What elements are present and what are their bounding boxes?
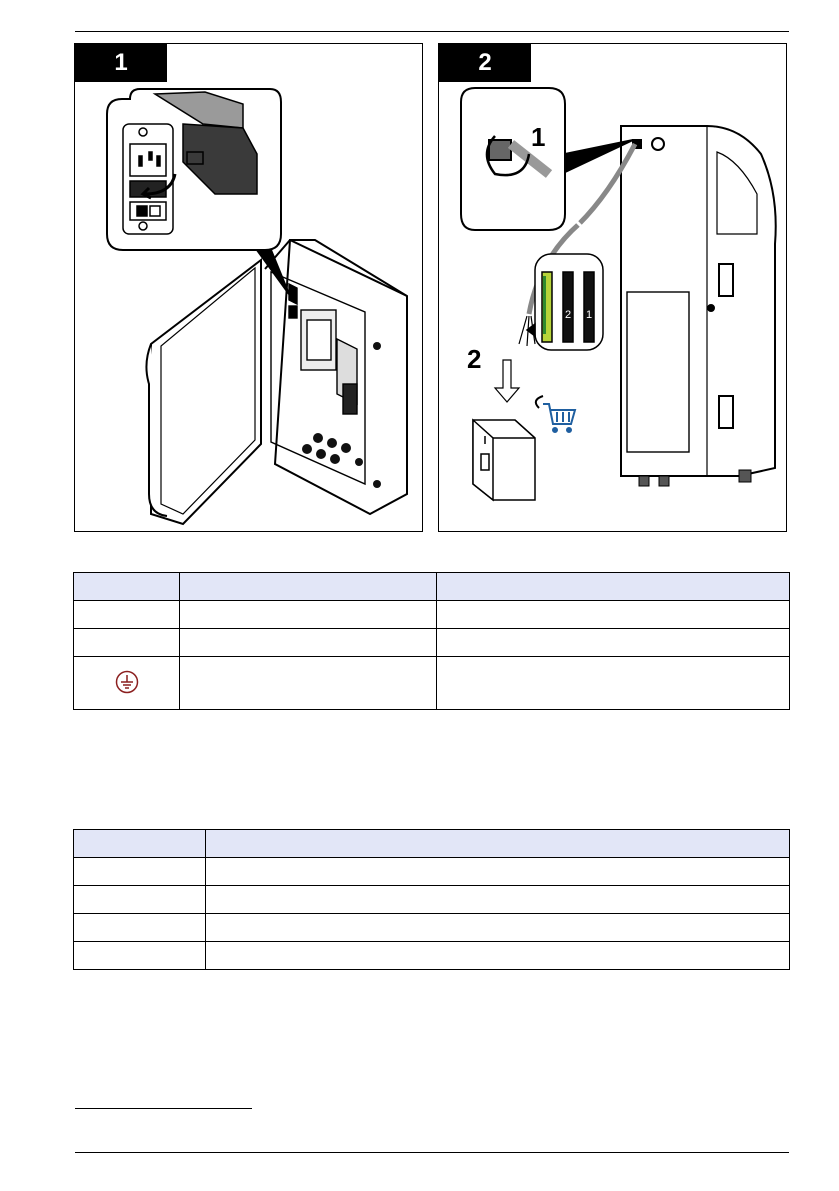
power-inlet-plate [123, 124, 173, 234]
table-cell [74, 657, 180, 710]
table-header-row [74, 573, 790, 601]
panel-number-tab: 1 [75, 44, 167, 82]
disconnect-switch [473, 420, 535, 500]
protective-earth-ground-icon [115, 670, 139, 694]
enclosure-door [146, 260, 261, 524]
table-header-cell [74, 830, 206, 858]
shopping-cart-icon [536, 396, 575, 432]
table-header-cell [180, 573, 437, 601]
table-cell [180, 629, 437, 657]
table-cell [74, 858, 206, 886]
table-cell [437, 601, 790, 629]
table-row [74, 858, 790, 886]
table-header-cell [74, 573, 180, 601]
table-row [74, 886, 790, 914]
table-cell [74, 942, 206, 970]
down-arrow-icon [495, 360, 519, 402]
enclosure-body [265, 240, 407, 514]
table-row [74, 914, 790, 942]
wire-callout [527, 254, 603, 350]
table-cell [206, 914, 790, 942]
panel-number-tab: 2 [439, 44, 531, 82]
stripped-wire-ends [519, 316, 535, 346]
wire-number-label: 2 [564, 309, 572, 321]
footer-rule [75, 1152, 789, 1153]
table-cell [74, 914, 206, 942]
table-row [74, 601, 790, 629]
mounting-screw [373, 480, 381, 488]
table-cell [74, 886, 206, 914]
table-cell [206, 942, 790, 970]
table-cell [437, 657, 790, 710]
header-rule [75, 31, 789, 32]
wire-number-label: 1 [585, 309, 593, 321]
mounting-screw [373, 342, 381, 350]
table-row [74, 657, 790, 710]
table-cell [206, 886, 790, 914]
analyzer-body [621, 126, 776, 476]
power-cord-illustration [75, 44, 423, 532]
table-cell [180, 657, 437, 710]
table-row [74, 629, 790, 657]
wire-color-table [73, 572, 790, 710]
table-header-cell [206, 830, 790, 858]
step-number-1: 1 [531, 122, 546, 152]
wiring-illustration [439, 44, 787, 532]
step-number-2: 2 [467, 344, 482, 374]
figure-panel-2 [438, 43, 787, 532]
footnote-separator [75, 1108, 252, 1109]
table-row [74, 942, 790, 970]
table-header-cell [437, 573, 790, 601]
specification-table [73, 829, 790, 970]
table-cell [206, 858, 790, 886]
figure-panel-1 [74, 43, 423, 532]
gland-callout [461, 88, 633, 230]
table-cell [74, 629, 180, 657]
table-header-row [74, 830, 790, 858]
table-cell [180, 601, 437, 629]
table-cell [74, 601, 180, 629]
table-cell [437, 629, 790, 657]
